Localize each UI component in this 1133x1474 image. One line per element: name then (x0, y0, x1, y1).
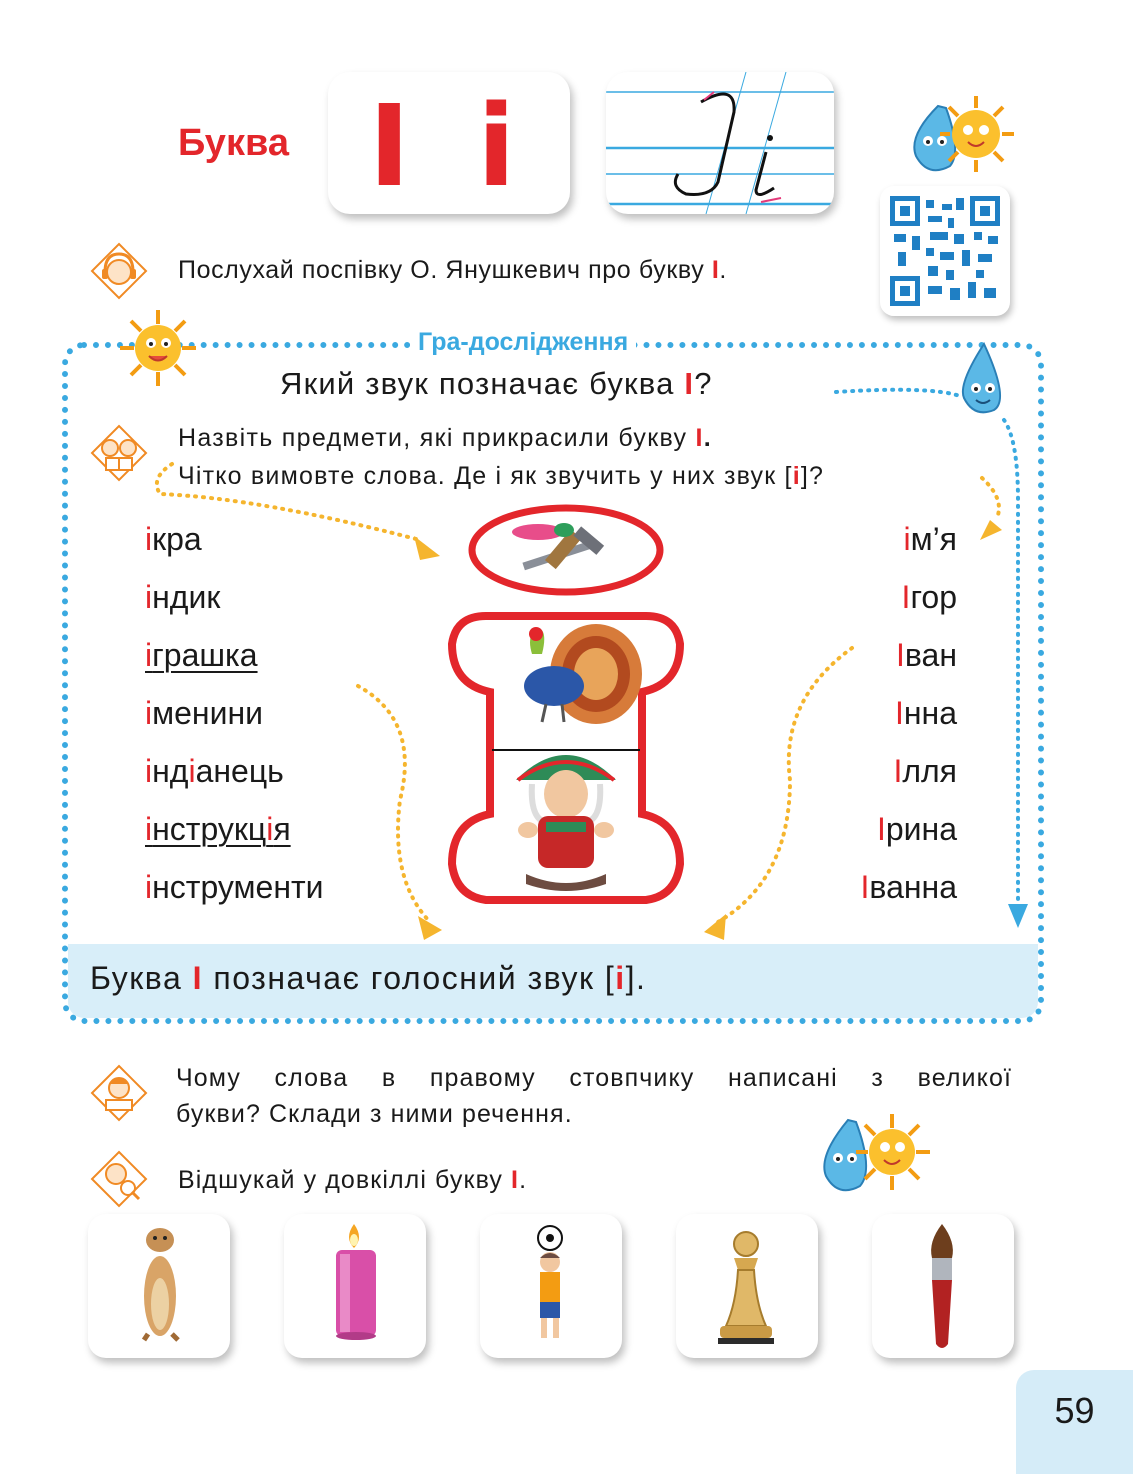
word-rest: нструменти (152, 869, 324, 905)
question-line-2: букви? Склади з ними речення. (176, 1100, 573, 1128)
word-rest: ванна (869, 869, 957, 905)
word-rest: ван (904, 637, 957, 673)
right-word-list (861, 510, 957, 916)
instruction2-letter: і (792, 462, 801, 490)
list-item (861, 568, 957, 626)
find-end: . (519, 1166, 528, 1194)
searching-child-icon (90, 1150, 148, 1208)
list-item (145, 858, 324, 916)
word-rest: нструкц (152, 811, 267, 847)
picture-card-brush[interactable] (872, 1214, 1014, 1358)
meerkat-icon (88, 1214, 230, 1358)
word-rest: кра (152, 521, 202, 557)
list-item (861, 510, 957, 568)
list-item (145, 742, 324, 800)
conclusion-part-1: Буква (90, 960, 193, 996)
word-letter: і (266, 811, 274, 847)
word-letter: і (188, 753, 196, 789)
list-item (145, 800, 324, 858)
listen-letter: І (711, 256, 720, 284)
word-letter: і (903, 521, 911, 557)
instruction2-text: Чітко вимовте слова. Де і як звучить у них звук [ (178, 462, 793, 490)
find-text: Відшукай у довкіллі букву (178, 1166, 512, 1194)
conclusion-letter: І (192, 960, 204, 996)
word-rest: ндик (152, 579, 221, 615)
word-rest: нд (152, 753, 189, 789)
list-item (861, 626, 957, 684)
list-item (145, 626, 324, 684)
conclusion-part-3: ]. (625, 960, 647, 996)
thinking-child-icon (90, 1064, 148, 1122)
word-rest: анець (195, 753, 284, 789)
listen-end: . (719, 256, 727, 284)
word-rest: рина (885, 811, 957, 847)
instruction1-end: . (703, 424, 713, 452)
find-letter: І (511, 1166, 520, 1194)
word-letter: і (145, 579, 153, 615)
word-rest: м’я (910, 521, 957, 557)
word-letter: і (145, 869, 153, 905)
list-item (861, 684, 957, 742)
picture-card-chess-pawn[interactable] (676, 1214, 818, 1358)
candle-icon (284, 1214, 426, 1358)
page-number-tab (1016, 1370, 1133, 1474)
word-rest: грашка (152, 637, 258, 673)
arrow-head-icon (414, 536, 440, 560)
conclusion-part-2: позначає голосний звук [ (203, 960, 616, 996)
boy-with-ball-icon (480, 1214, 622, 1358)
instruction1-text: Назвіть предмети, які прикрасили букву (178, 424, 696, 452)
instruction2-end: ]? (800, 462, 825, 490)
list-item (145, 510, 324, 568)
word-letter: і (145, 753, 153, 789)
question-end: ? (694, 366, 713, 401)
instruction1-letter: І (695, 424, 704, 452)
word-letter: І (876, 811, 886, 847)
listen-instruction-text: Послухай поспівку О. Янушкевич про букву (178, 256, 712, 284)
study-label: Гра-дослідження (410, 328, 636, 357)
word-rest: я (273, 811, 291, 847)
word-rest: лля (902, 753, 957, 789)
printed-letter: І і (368, 82, 530, 212)
word-letter: і (145, 695, 153, 731)
question-line-1: Чому слова в правому стовпчику написані з великої (176, 1064, 1012, 1092)
word-letter: і (145, 811, 153, 847)
page-number: 59 (1054, 1390, 1095, 1431)
chess-pawn-icon (676, 1214, 818, 1358)
question-letter: І (684, 366, 695, 401)
word-letter: І (893, 753, 903, 789)
picture-card-candle[interactable] (284, 1214, 426, 1358)
paint-brush-icon (872, 1214, 1014, 1358)
word-letter: І (896, 637, 905, 673)
picture-card-boy[interactable] (480, 1214, 622, 1358)
find-instruction (178, 1162, 527, 1198)
list-item (861, 858, 957, 916)
word-letter: І (860, 869, 870, 905)
word-letter: І (894, 695, 904, 731)
word-rest: нна (903, 695, 957, 731)
word-rest: менини (152, 695, 263, 731)
word-letter: І (901, 579, 911, 615)
question-text: Який звук позначає буква (280, 366, 685, 401)
word-rest: гор (910, 579, 957, 615)
conclusion-sound: і (615, 960, 626, 996)
picture-card-meerkat[interactable] (88, 1214, 230, 1358)
word-letter: і (145, 637, 153, 673)
page-title-word: Буква (178, 122, 289, 164)
list-item (145, 684, 324, 742)
decorated-letter-illustration (446, 504, 686, 916)
list-item (861, 742, 957, 800)
list-item (861, 800, 957, 858)
left-word-list (145, 510, 324, 916)
word-letter: і (145, 521, 153, 557)
list-item (145, 568, 324, 626)
mascots-bottom-icon (808, 1106, 938, 1202)
